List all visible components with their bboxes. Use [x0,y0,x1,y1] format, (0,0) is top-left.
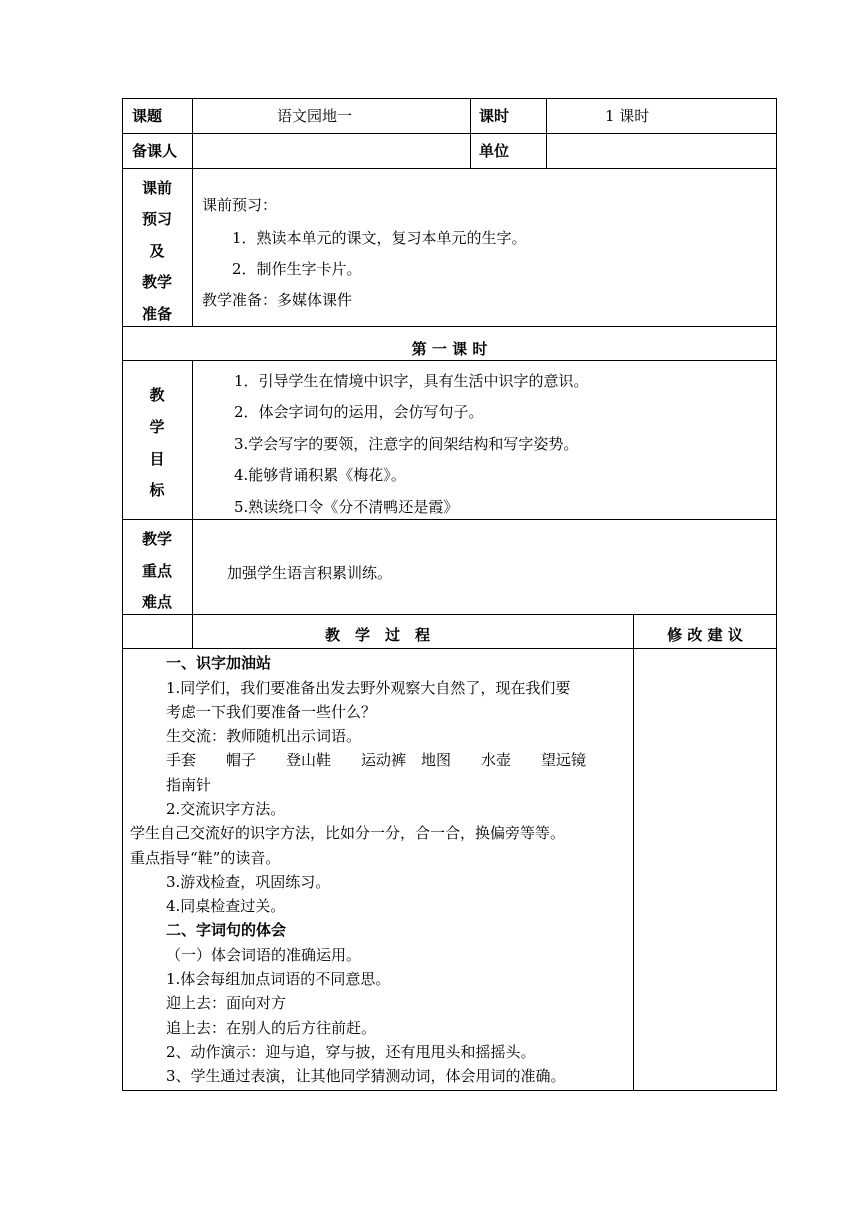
row-divider [122,168,777,169]
row-divider [122,648,777,649]
process-line: 考虑一下我们要准备一些什么？ [166,703,377,721]
col-divider [633,614,634,1091]
prep-line: 课前预习： [202,196,278,214]
process-line: 2.交流识字方法。 [166,800,286,818]
revise-header: 修 改 建 议 [667,626,743,644]
author-label: 备课人 [132,142,178,160]
goal-item: 3.学会写字的要领，注意字的间架结构和写字姿势。 [234,435,579,453]
process-line: 重点指导“鞋”的读音。 [130,849,281,867]
process-line: 一、识字加油站 [166,654,272,672]
process-line: 2、动作演示：迎与追，穿与披，还有甩甩头和摇摇头。 [166,1043,536,1061]
process-line: 二、字词句的体会 [166,921,287,939]
process-line: 追上去：在别人的后方往前赶。 [166,1019,377,1037]
topic-label: 课题 [132,107,163,125]
col-divider [192,360,193,648]
prep-label-line: 预习 [141,210,172,228]
focus-text: 加强学生语言积累训练。 [227,564,393,582]
lesson-title: 第 一 课 时 [411,340,488,358]
goals-label-line: 学 [149,418,165,436]
row-divider [122,614,777,615]
prep-line: 2．制作生字卡片。 [232,260,362,278]
row-divider [122,519,777,520]
lesson-plan-table [122,98,777,1091]
topic-value: 语文园地一 [277,107,353,125]
goals-label-line: 目 [149,450,165,468]
prep-line: 1．熟读本单元的课文，复习本单元的生字。 [232,229,527,247]
focus-label-line: 难点 [141,593,172,611]
process-line: 迎上去：面向对方 [166,994,287,1012]
table-border-bottom [122,1090,777,1091]
process-line: 生交流：教师随机出示词语。 [166,727,362,745]
prep-label-line: 教学 [141,273,172,291]
col-divider [546,98,547,168]
process-line: 指南针 [166,776,212,794]
prep-label-line: 及 [149,242,165,260]
process-line: 1.体会每组加点词语的不同意思。 [166,970,391,988]
process-line: 1.同学们，我们要准备出发去野外观察大自然了，现在我们要 [166,679,571,697]
goals-label-line: 教 [149,386,165,404]
process-line: 手套 帽子 登山鞋 运动裤 地图 水壶 望远镜 [166,751,587,769]
process-header: 教 学 过 程 [324,626,430,644]
process-line: 学生自己交流好的识字方法，比如分一分，合一合，换偏旁等等。 [130,824,566,842]
col-divider [192,98,193,326]
prep-label-line: 准备 [141,305,172,323]
col-divider [470,98,471,168]
goal-item: 2．体会字词句的运用，会仿写句子。 [234,403,484,421]
row-divider [122,360,777,361]
table-border-top [122,98,777,99]
process-line: 3、学生通过表演，让其他同学猜测动词，体会用词的准确。 [166,1067,566,1085]
focus-label-line: 教学 [141,530,172,548]
process-line: 3.游戏检查，巩固练习。 [166,873,331,891]
goal-item: 1．引导学生在情境中识字，具有生活中识字的意识。 [234,372,589,390]
goals-label-line: 标 [149,481,165,499]
row-divider [122,133,777,134]
row-divider [122,326,777,327]
focus-label-line: 重点 [141,562,172,580]
process-line: （一）体会词语的准确运用。 [166,946,362,964]
goal-item: 4.能够背诵积累《梅花》。 [234,466,406,484]
prep-line: 教学准备：多媒体课件 [202,291,353,309]
prep-label-line: 课前 [141,179,172,197]
period-label: 课时 [479,107,510,125]
unit-label: 单位 [479,142,510,160]
goal-item: 5.熟读绕口令《分不清鸭还是霞》 [234,498,459,516]
table-border-right [776,98,777,1091]
process-line: 4.同桌检查过关。 [166,897,286,915]
period-value: 1 课时 [605,107,650,125]
